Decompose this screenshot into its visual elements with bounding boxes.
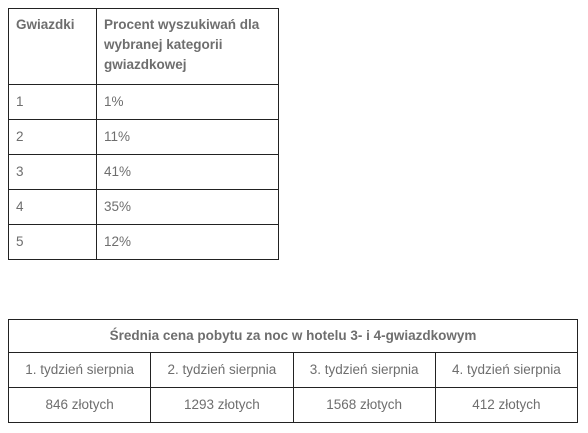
week-cell: 2. tydzień sierpnia [151,353,293,388]
percent-cell: 35% [97,190,279,225]
price-cell: 1293 złotych [151,388,293,423]
stars-cell: 2 [9,120,97,155]
table-header-row [9,9,279,85]
price-cell: 1568 złotych [293,388,435,423]
average-price-table [8,319,578,423]
stars-search-table [8,8,279,260]
percent-cell: 1% [97,85,279,120]
price-cell: 412 złotych [435,388,577,423]
stars-cell: 4 [9,190,97,225]
table-row [9,120,279,155]
percent-cell: 12% [97,225,279,260]
stars-cell: 5 [9,225,97,260]
header-search-percent: Procent wyszukiwań dla wybranej kategorii gwiazdkowej [97,9,279,85]
table-row [9,155,279,190]
stars-cell: 3 [9,155,97,190]
percent-cell: 41% [97,155,279,190]
prices-row [9,388,578,423]
stars-cell: 1 [9,85,97,120]
week-cell: 3. tydzień sierpnia [293,353,435,388]
table-title-row [9,320,578,353]
percent-cell: 11% [97,120,279,155]
week-cell: 4. tydzień sierpnia [435,353,577,388]
table-row [9,85,279,120]
table-row [9,225,279,260]
price-cell: 846 złotych [9,388,151,423]
header-stars: Gwiazdki [9,9,97,85]
table-row [9,190,279,225]
price-table-title: Średnia cena pobytu za noc w hotelu 3- i 4-gwiazdkowym [9,320,578,353]
week-cell: 1. tydzień sierpnia [9,353,151,388]
weeks-row [9,353,578,388]
